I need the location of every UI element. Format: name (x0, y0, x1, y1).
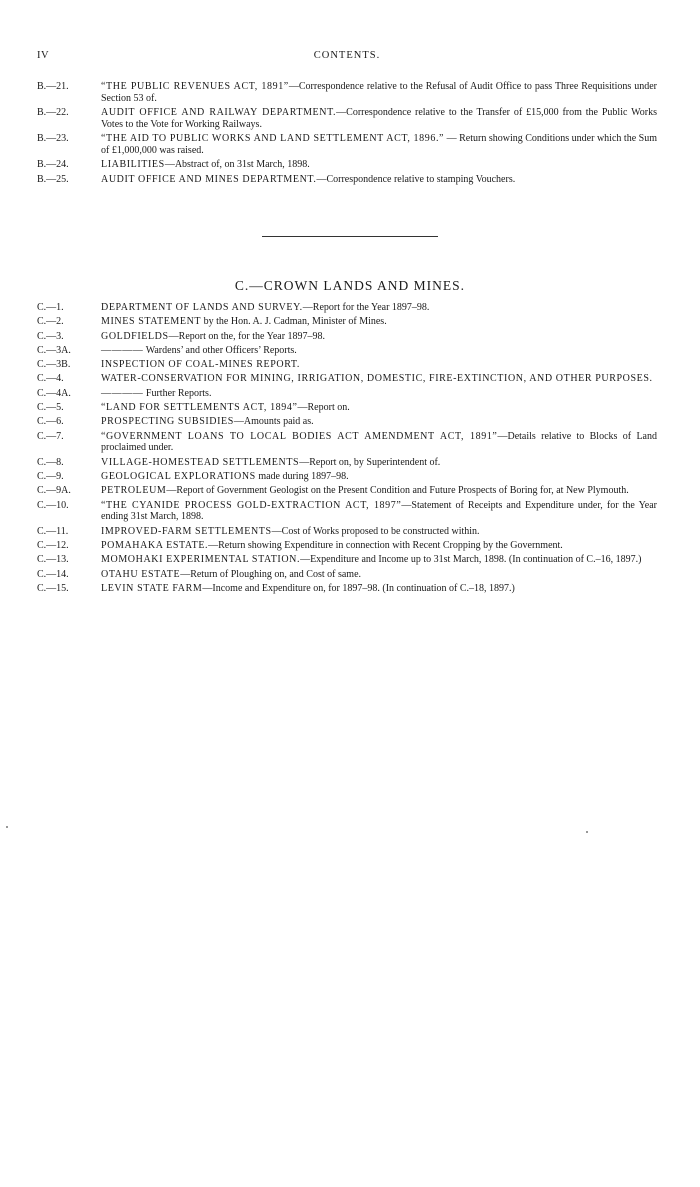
entry-title: INSPECTION OF COAL-MINES REPORT. (101, 359, 300, 371)
entry-description (101, 359, 657, 371)
contents-entry (37, 569, 657, 581)
entry-title: ———— (101, 387, 144, 399)
entry-description (101, 331, 657, 343)
entry-description (101, 373, 657, 385)
entry-code: C.—9A. (37, 485, 71, 497)
entry-title: “GOVERNMENT LOANS TO LOCAL BODIES ACT AMENDMENT ACT, 1891” (101, 430, 498, 442)
entry-code: C.—1. (37, 302, 64, 313)
entry-code: C.—15. (37, 582, 69, 594)
contents-entry (37, 402, 657, 414)
entry-detail: —Correspondence relative to the Refusal of Audit Office to pass Three Requisitions under Section 53 of. (101, 81, 658, 104)
entry-description (101, 540, 657, 552)
entry-code: C.—9. (37, 471, 64, 483)
entry-title: LIABILITIES (101, 159, 165, 171)
entry-code: C.—14. (37, 568, 69, 580)
contents-entry (37, 302, 657, 314)
entry-code: C.—4A. (37, 387, 71, 399)
entry-detail: —Statement of Receipts and Expenditure under, for the Year ending 31st March, 1898. (101, 499, 657, 523)
entry-title: MINES STATEMENT (101, 316, 202, 328)
entry-title: MOMOHAKI EXPERIMENTAL STATION. (101, 554, 301, 566)
entry-title: IMPROVED-FARM SETTLEMENTS (101, 525, 272, 537)
entry-title: PROSPECTING SUBSIDIES (101, 416, 234, 428)
running-title: CONTENTS. (313, 50, 381, 61)
contents-entry (37, 81, 657, 105)
contents-entry (37, 554, 657, 566)
entry-code: C.—13. (37, 554, 69, 566)
entry-description (101, 500, 657, 524)
entry-detail: —Report on, by Superintendent of. (299, 456, 441, 468)
contents-entry (37, 174, 657, 186)
section-divider-rule (262, 236, 438, 237)
entry-code: C.—3A. (37, 344, 71, 356)
entry-detail: Wardens’ and other Officers’ Reports. (143, 344, 297, 356)
contents-entry (37, 133, 657, 157)
entry-detail: —Report on. (297, 402, 350, 414)
contents-entry (37, 107, 657, 131)
entry-description (101, 554, 657, 566)
entry-detail: —Report for the Year 1897–98. (302, 302, 430, 313)
entry-detail: —Details relative to Blocks of Land proclaimed under. (101, 430, 657, 454)
contents-entry (37, 457, 657, 469)
entry-description (101, 388, 657, 400)
entry-title: PETROLEUM (101, 485, 167, 497)
contents-entry (37, 359, 657, 371)
contents-entry (37, 526, 657, 538)
entry-description (101, 174, 657, 186)
entry-title: LEVIN STATE FARM (101, 582, 203, 594)
entry-description (101, 107, 657, 131)
entry-detail: —Return showing Expenditure in connection with Recent Cropping by the Government. (208, 540, 563, 552)
entry-title: “LAND FOR SETTLEMENTS ACT, 1894” (101, 402, 298, 414)
entry-description (101, 569, 657, 581)
scan-speck (586, 831, 588, 833)
entry-code: B.—24. (37, 159, 69, 171)
contents-entry (37, 471, 657, 483)
entry-title: WATER-CONSERVATION FOR MINING, IRRIGATION, DOMESTIC, FIRE-EXTINCTION, AND OTHER PURPOSES. (101, 373, 653, 385)
entry-code: B.—25. (37, 173, 69, 185)
entry-description (101, 159, 657, 171)
contents-entry (37, 388, 657, 400)
contents-entry (37, 416, 657, 428)
entry-code: B.—22. (37, 107, 69, 119)
entry-detail: —Correspondence relative to the Transfer of £15,000 from the Public Works Votes to the Vote for Working Railways. (101, 107, 657, 130)
entry-code: C.—7. (37, 430, 64, 442)
entry-code: B.—21. (37, 81, 69, 92)
entry-description (101, 345, 657, 357)
entry-title: AUDIT OFFICE AND MINES DEPARTMENT. (101, 173, 317, 185)
entry-code: C.—11. (37, 525, 69, 537)
entry-title: OTAHU ESTATE (101, 568, 181, 580)
entry-code: C.—2. (37, 316, 64, 328)
entry-title: “THE AID TO PUBLIC WORKS AND LAND SETTLEMENT ACT, 1896.” (101, 133, 445, 145)
entry-detail: —Report of Government Geologist on the Present Condition and Future Prospects of Boring for, at New Plymouth. (166, 485, 629, 497)
entry-description (101, 583, 657, 595)
contents-entry (37, 316, 657, 328)
page-header (37, 50, 657, 64)
c-series-entry-list (37, 302, 657, 597)
entry-description (101, 81, 657, 105)
entry-detail: —Income and Expenditure on, for 1897–98. (In continuation of C.–18, 1897.) (202, 582, 515, 594)
entry-code: C.—6. (37, 416, 64, 428)
entry-title: “THE PUBLIC REVENUES ACT, 1891” (101, 81, 289, 92)
contents-entry (37, 540, 657, 552)
section-heading-c: C.—CROWN LANDS AND MINES. (234, 278, 466, 293)
entry-code: C.—8. (37, 456, 64, 468)
contents-entry (37, 331, 657, 343)
entry-title: GOLDFIELDS (101, 330, 169, 342)
entry-code: C.—3. (37, 330, 64, 342)
entry-detail: Further Reports. (143, 387, 212, 399)
entry-detail: —Expenditure and Income up to 31st March, 1898. (In continuation of C.–16, 1897.) (300, 554, 642, 566)
contents-entry (37, 159, 657, 171)
entry-title: AUDIT OFFICE AND RAILWAY DEPARTMENT. (101, 107, 337, 119)
entry-description (101, 431, 657, 455)
entry-title: DEPARTMENT OF LANDS AND SURVEY. (101, 302, 303, 313)
page-number: IV (37, 50, 50, 61)
contents-entry (37, 500, 657, 524)
entry-title: POMAHAKA ESTATE. (101, 540, 209, 552)
entry-code: C.—3B. (37, 359, 71, 371)
entry-code: C.—4. (37, 373, 64, 385)
contents-entry (37, 583, 657, 595)
entry-description (101, 402, 657, 414)
entry-description (101, 416, 657, 428)
b-series-entry-list (37, 81, 657, 188)
entry-code: C.—12. (37, 540, 69, 552)
entry-description (101, 302, 657, 314)
entry-description (101, 485, 657, 497)
entry-detail: —Correspondence relative to stamping Vouchers. (316, 173, 516, 185)
contents-entry (37, 485, 657, 497)
entry-description (101, 316, 657, 328)
entry-title: “THE CYANIDE PROCESS GOLD-EXTRACTION ACT, 1897” (101, 499, 402, 511)
entry-description (101, 526, 657, 538)
entry-detail: —Abstract of, on 31st March, 1898. (164, 159, 310, 171)
entry-description (101, 457, 657, 469)
entry-description (101, 133, 657, 157)
entry-detail: —Amounts paid as. (233, 416, 314, 428)
entry-detail: — Return showing Conditions under which the Sum of £1,000,000 was raised. (101, 133, 657, 156)
entry-detail: by the Hon. A. J. Cadman, Minister of Mines. (201, 316, 387, 328)
contents-entry (37, 373, 657, 385)
entry-code: B.—23. (37, 133, 69, 145)
entry-title: VILLAGE-HOMESTEAD SETTLEMENTS (101, 456, 300, 468)
contents-entry (37, 431, 657, 455)
scan-speck (6, 826, 8, 828)
entry-description (101, 471, 657, 483)
entry-detail: —Cost of Works proposed to be constructed within. (271, 525, 480, 537)
entry-code: C.—10. (37, 499, 69, 511)
entry-detail: —Return of Ploughing on, and Cost of same. (180, 568, 362, 580)
entry-detail: —Report on the, for the Year 1897–98. (168, 330, 326, 342)
entry-title: ———— (101, 344, 144, 356)
contents-entry (37, 345, 657, 357)
entry-title: GEOLOGICAL EXPLORATIONS (101, 471, 256, 483)
entry-code: C.—5. (37, 402, 64, 414)
entry-detail: made during 1897–98. (255, 471, 349, 483)
